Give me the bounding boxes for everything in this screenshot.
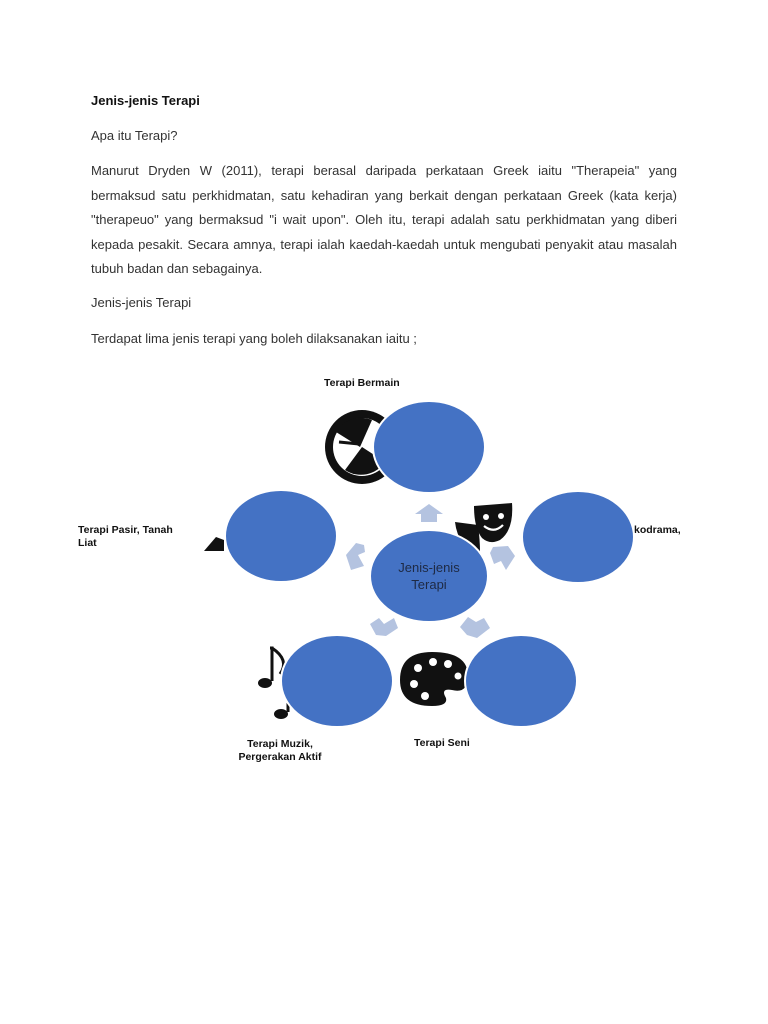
label-terapi-seni: Terapi Seni bbox=[414, 737, 470, 749]
circle-terapi-bermain bbox=[373, 401, 485, 493]
center-label-line1: Jenis-jenis bbox=[398, 560, 460, 575]
label-terapi-muzik-line1: Terapi Muzik, bbox=[247, 738, 313, 750]
arrow-lower-left bbox=[370, 618, 398, 636]
circle-terapi-pasir bbox=[225, 490, 337, 582]
label-terapi-drama: kodrama, bbox=[634, 524, 681, 536]
arrow-lower-right bbox=[460, 617, 490, 638]
label-terapi-pasir-line1: Terapi Pasir, Tanah bbox=[78, 524, 173, 536]
intro-text: Terdapat lima jenis terapi yang boleh dilaksanakan iaitu ; bbox=[91, 331, 417, 346]
paint-palette-icon bbox=[400, 652, 468, 706]
definition-paragraph: Manurut Dryden W (2011), terapi berasal daripada perkataan Greek iaitu "Therapeia" yang bermaksud satu perkhidmatan, satu kehadiran yang berkait dengan perkataan Greek (kata kerja) "therapeuo" yang bermaksud "i wait upon". Oleh itu, terapi adalah satu perkhidmatan yang diberi kepada pesakit. Secara amnya, terapi ialah kaedah-kaedah untuk mengubati penyakit atau masalah tubuh badan dan sebagainya. bbox=[91, 163, 677, 276]
document-heading: Jenis-jenis Terapi bbox=[91, 93, 200, 108]
circle-terapi-drama bbox=[522, 491, 634, 583]
question-text: Apa itu Terapi? bbox=[91, 128, 178, 143]
center-circle bbox=[370, 530, 488, 622]
sand-shovel-icon bbox=[204, 537, 224, 551]
label-terapi-bermain: Terapi Bermain bbox=[324, 377, 400, 389]
center-label-line2: Terapi bbox=[411, 577, 447, 592]
circle-terapi-muzik bbox=[281, 635, 393, 727]
subheading-text: Jenis-jenis Terapi bbox=[91, 295, 192, 310]
label-terapi-pasir-line2: Liat bbox=[78, 537, 97, 549]
circle-terapi-seni bbox=[465, 635, 577, 727]
label-terapi-muzik-line2: Pergerakan Aktif bbox=[238, 751, 322, 763]
arrow-left bbox=[346, 543, 365, 570]
therapy-cycle-diagram bbox=[0, 360, 768, 780]
arrow-up bbox=[415, 504, 443, 522]
arrow-right bbox=[490, 546, 515, 570]
